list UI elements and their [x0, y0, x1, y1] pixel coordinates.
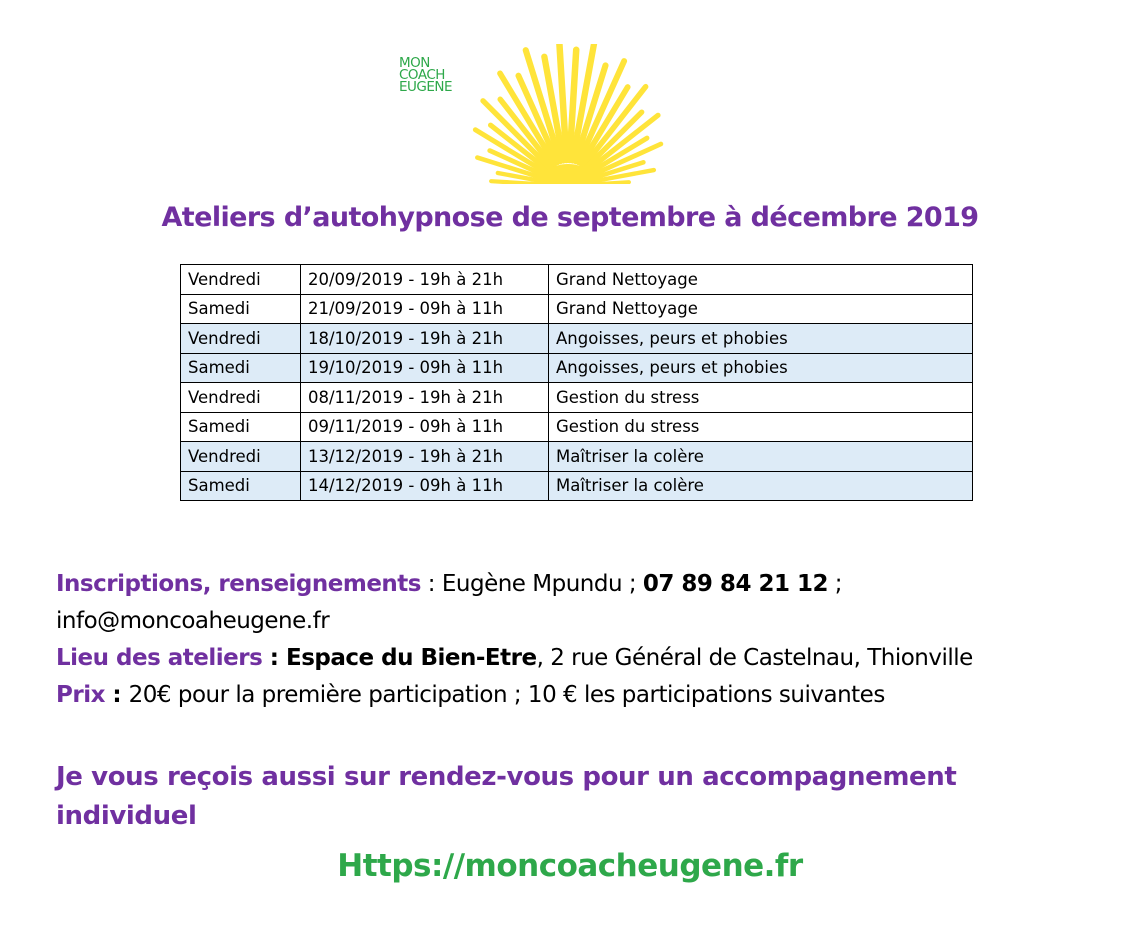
separator: :: [104, 682, 129, 708]
cell-datetime: 21/09/2019 - 09h à 11h: [301, 294, 549, 324]
cell-datetime: 09/11/2019 - 09h à 11h: [301, 412, 549, 442]
page-title: Ateliers d’autohypnose de septembre à décembre 2019: [161, 202, 979, 233]
cell-datetime: 19/10/2019 - 09h à 11h: [301, 353, 549, 383]
logo-line-eugene: EUGENE: [399, 79, 453, 95]
sun-ray: [594, 182, 629, 184]
cell-topic: Angoisses, peurs et phobies: [549, 353, 973, 383]
table-row: [181, 471, 973, 501]
location-label: Lieu des ateliers: [56, 645, 263, 671]
cell-day: Vendredi: [181, 383, 301, 413]
cell-day: Vendredi: [181, 324, 301, 354]
cell-topic: Grand Nettoyage: [549, 294, 973, 324]
cell-datetime: 14/12/2019 - 09h à 11h: [301, 471, 549, 501]
table-row: [181, 265, 973, 295]
table-row: [181, 353, 973, 383]
phone-number: 07 89 84 21 12: [642, 571, 828, 597]
cell-day: Samedi: [181, 294, 301, 324]
cell-datetime: 20/09/2019 - 19h à 21h: [301, 265, 549, 295]
separator: :: [262, 645, 287, 671]
logo-text: [399, 57, 452, 93]
table-row: [181, 383, 973, 413]
schedule-table: [180, 264, 973, 501]
cell-topic: Angoisses, peurs et phobies: [549, 324, 973, 354]
cell-topic: Maîtriser la colère: [549, 471, 973, 501]
logo-line-mon: MON: [399, 55, 430, 71]
website-link[interactable]: Https://moncoacheugene.fr: [337, 848, 803, 884]
venue-address: , 2 rue Général de Castelnau, Thionville: [536, 645, 973, 671]
separator: ;: [827, 571, 843, 597]
price-label: Prix: [56, 682, 105, 708]
separator: :: [420, 571, 442, 597]
table-row: [181, 412, 973, 442]
contact-name: Eugène Mpundu ;: [441, 571, 643, 597]
contact-info: [56, 566, 973, 714]
cell-topic: Gestion du stress: [549, 412, 973, 442]
price-line: [56, 677, 973, 714]
cell-day: Vendredi: [181, 265, 301, 295]
sun-rays: [475, 44, 660, 184]
registration-line: [56, 566, 973, 603]
location-line: [56, 640, 973, 677]
email: info@moncoaheugene.fr: [56, 608, 330, 634]
appointment-note-line1: Je vous reçois aussi sur rendez-vous pour un accompagnement: [56, 762, 957, 792]
cell-datetime: 13/12/2019 - 19h à 21h: [301, 442, 549, 472]
cell-day: Vendredi: [181, 442, 301, 472]
appointment-note-line2: individuel: [56, 801, 197, 831]
logo: [396, 44, 726, 184]
cell-day: Samedi: [181, 412, 301, 442]
registration-label: Inscriptions, renseignements: [56, 571, 421, 597]
cell-topic: Grand Nettoyage: [549, 265, 973, 295]
table-row: [181, 442, 973, 472]
cell-topic: Gestion du stress: [549, 383, 973, 413]
table-row: [181, 324, 973, 354]
cell-topic: Maîtriser la colère: [549, 442, 973, 472]
cell-day: Samedi: [181, 471, 301, 501]
appointment-note: [56, 758, 1056, 836]
venue-name: Espace du Bien-Etre: [286, 645, 537, 671]
table-row: [181, 294, 973, 324]
price-text: 20€ pour la première participation ; 10 € les participations suivantes: [128, 682, 885, 708]
cell-datetime: 18/10/2019 - 19h à 21h: [301, 324, 549, 354]
cell-datetime: 08/11/2019 - 19h à 21h: [301, 383, 549, 413]
cell-day: Samedi: [181, 353, 301, 383]
logo-line-coach: COACH: [399, 67, 445, 83]
